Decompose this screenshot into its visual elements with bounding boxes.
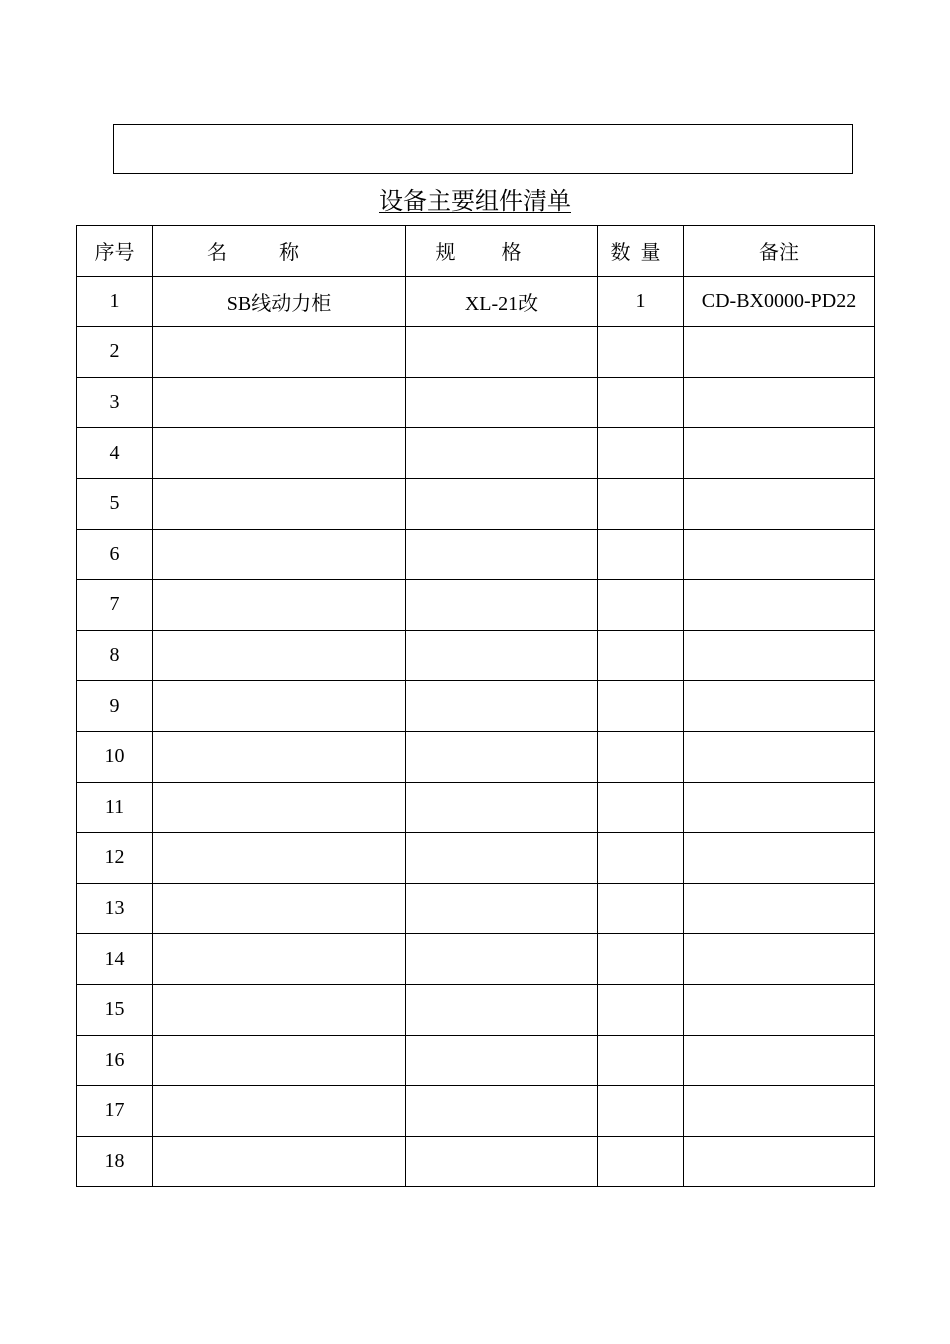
cell-no: 13 xyxy=(77,883,153,934)
cell-note xyxy=(684,984,875,1035)
cell-qty xyxy=(598,377,684,428)
table-row xyxy=(77,1035,875,1086)
cell-name xyxy=(153,1136,406,1187)
cell-no: 15 xyxy=(77,984,153,1035)
cell-note xyxy=(684,428,875,479)
cell-name xyxy=(153,934,406,985)
table-row xyxy=(77,478,875,529)
component-list-table xyxy=(76,225,875,1187)
cell-name xyxy=(153,630,406,681)
header-note: 备注 xyxy=(684,226,875,277)
cell-no: 11 xyxy=(77,782,153,833)
cell-note xyxy=(684,630,875,681)
cell-spec xyxy=(406,883,598,934)
cell-qty xyxy=(598,478,684,529)
header-no: 序号 xyxy=(77,226,153,277)
document-title xyxy=(0,184,950,220)
cell-no: 14 xyxy=(77,934,153,985)
cell-qty: 1 xyxy=(598,276,684,327)
cell-spec xyxy=(406,984,598,1035)
cell-qty xyxy=(598,681,684,732)
cell-name: SB线动力柜 xyxy=(153,276,406,327)
cell-note xyxy=(684,1086,875,1137)
cell-spec xyxy=(406,327,598,378)
table-row xyxy=(77,276,875,327)
cell-name xyxy=(153,731,406,782)
cell-name xyxy=(153,1086,406,1137)
cell-name xyxy=(153,833,406,884)
cell-spec xyxy=(406,580,598,631)
cell-qty xyxy=(598,428,684,479)
table-body xyxy=(77,276,875,1187)
cell-qty xyxy=(598,1086,684,1137)
table-row xyxy=(77,681,875,732)
cell-spec xyxy=(406,681,598,732)
header-name: 名称 xyxy=(153,226,406,277)
cell-no: 8 xyxy=(77,630,153,681)
cell-spec xyxy=(406,1136,598,1187)
cell-name xyxy=(153,580,406,631)
cell-note xyxy=(684,377,875,428)
cell-note xyxy=(684,478,875,529)
table-row xyxy=(77,731,875,782)
cell-name xyxy=(153,428,406,479)
cell-name xyxy=(153,782,406,833)
cell-note xyxy=(684,580,875,631)
cell-qty xyxy=(598,984,684,1035)
cell-no: 4 xyxy=(77,428,153,479)
cell-no: 12 xyxy=(77,833,153,884)
cell-spec xyxy=(406,1035,598,1086)
cell-spec xyxy=(406,529,598,580)
cell-qty xyxy=(598,529,684,580)
cell-no: 5 xyxy=(77,478,153,529)
table-row xyxy=(77,529,875,580)
table-row xyxy=(77,377,875,428)
table-header-row xyxy=(77,226,875,277)
cell-no: 17 xyxy=(77,1086,153,1137)
cell-no: 2 xyxy=(77,327,153,378)
cell-name xyxy=(153,681,406,732)
header-box xyxy=(113,124,853,174)
table-row xyxy=(77,833,875,884)
document-title-text: 设备主要组件清单 xyxy=(379,189,571,215)
cell-spec xyxy=(406,782,598,833)
cell-no: 3 xyxy=(77,377,153,428)
table-row xyxy=(77,630,875,681)
table-row xyxy=(77,1086,875,1137)
cell-spec xyxy=(406,630,598,681)
cell-spec xyxy=(406,478,598,529)
table-row xyxy=(77,1136,875,1187)
cell-qty xyxy=(598,630,684,681)
cell-name xyxy=(153,529,406,580)
cell-spec xyxy=(406,934,598,985)
cell-no: 1 xyxy=(77,276,153,327)
cell-no: 9 xyxy=(77,681,153,732)
cell-name xyxy=(153,1035,406,1086)
table-row xyxy=(77,984,875,1035)
cell-name xyxy=(153,478,406,529)
cell-qty xyxy=(598,580,684,631)
cell-spec xyxy=(406,377,598,428)
cell-note xyxy=(684,934,875,985)
cell-note xyxy=(684,327,875,378)
header-spec: 规格 xyxy=(406,226,598,277)
cell-note xyxy=(684,529,875,580)
cell-qty xyxy=(598,731,684,782)
cell-note xyxy=(684,782,875,833)
cell-spec: XL-21改 xyxy=(406,276,598,327)
cell-note xyxy=(684,1136,875,1187)
cell-qty xyxy=(598,1035,684,1086)
cell-note xyxy=(684,1035,875,1086)
cell-name xyxy=(153,327,406,378)
cell-qty xyxy=(598,883,684,934)
cell-qty xyxy=(598,782,684,833)
cell-no: 16 xyxy=(77,1035,153,1086)
cell-spec xyxy=(406,731,598,782)
table-row xyxy=(77,782,875,833)
cell-qty xyxy=(598,1136,684,1187)
cell-name xyxy=(153,377,406,428)
cell-note xyxy=(684,681,875,732)
table-row xyxy=(77,883,875,934)
table-row xyxy=(77,327,875,378)
cell-no: 7 xyxy=(77,580,153,631)
cell-no: 18 xyxy=(77,1136,153,1187)
cell-spec xyxy=(406,1086,598,1137)
table-row xyxy=(77,428,875,479)
cell-note: CD-BX0000-PD22 xyxy=(684,276,875,327)
table-row xyxy=(77,580,875,631)
cell-note xyxy=(684,883,875,934)
cell-name xyxy=(153,883,406,934)
cell-note xyxy=(684,833,875,884)
cell-spec xyxy=(406,428,598,479)
cell-no: 6 xyxy=(77,529,153,580)
cell-name xyxy=(153,984,406,1035)
cell-spec xyxy=(406,833,598,884)
header-qty: 数量 xyxy=(598,226,684,277)
cell-qty xyxy=(598,833,684,884)
cell-qty xyxy=(598,934,684,985)
cell-qty xyxy=(598,327,684,378)
table-row xyxy=(77,934,875,985)
cell-note xyxy=(684,731,875,782)
cell-no: 10 xyxy=(77,731,153,782)
